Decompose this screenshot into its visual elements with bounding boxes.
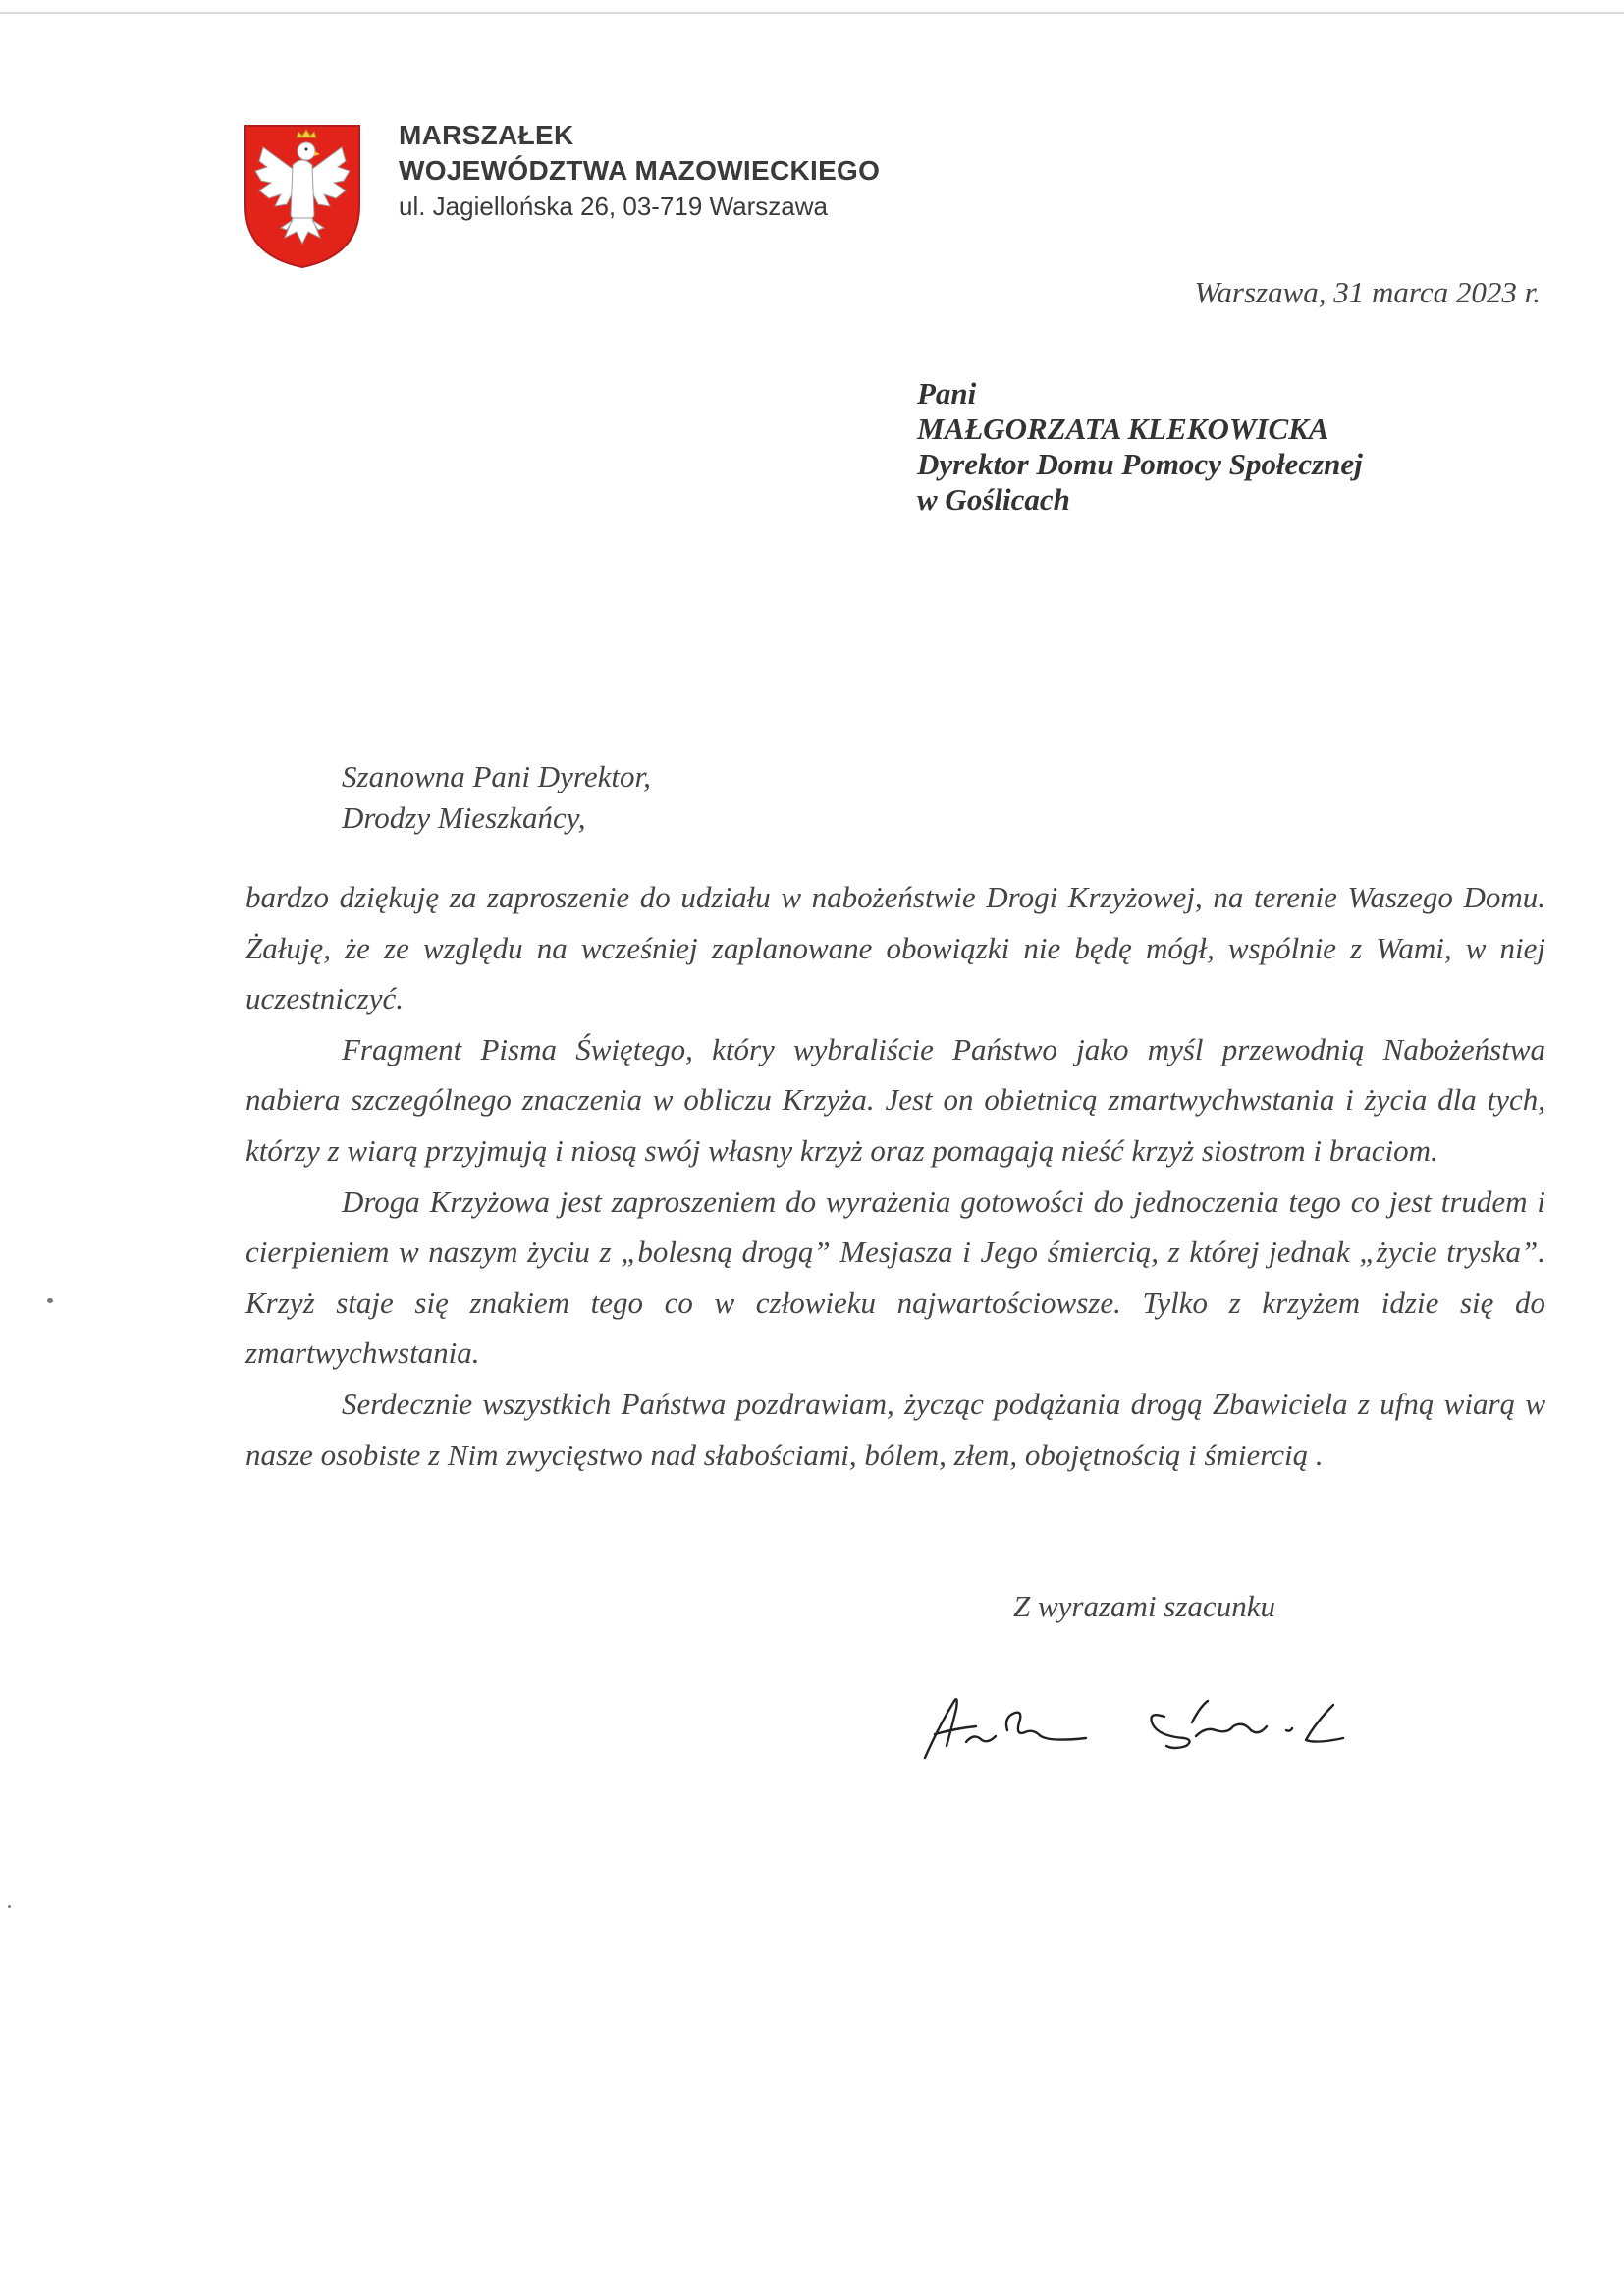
letter-body xyxy=(245,872,1545,1480)
letterhead-address: ul. Jagiellońska 26, 03-719 Warszawa xyxy=(399,191,828,221)
greeting-line2: Drodzy Mieszkańcy, xyxy=(342,800,586,835)
coat-of-arms-icon xyxy=(242,122,363,270)
scan-speck xyxy=(47,1298,53,1303)
body-paragraph-3: Droga Krzyżowa jest zaproszeniem do wyrażenia gotowości do jednoczenia tego co jest trudem i cierpieniem w naszym życiu z „bolesną drogą” Mesjasza i Jego śmiercią, z której jednak „życie tryska”. Krzyż staje się znakiem tego co w człowieku najwartościowsze. Tylko z krzyżem idzie się do zmartwychwstania. xyxy=(245,1183,1545,1371)
scan-edge-line xyxy=(0,12,1624,14)
letterhead-title-line1: MARSZAŁEK xyxy=(399,120,574,150)
addressee-position: Dyrektor Domu Pomocy Społecznej xyxy=(917,447,1363,481)
body-paragraph-4: Serdecznie wszystkich Państwa pozdrawiam, życząc podążania drogą Zbawiciela z ufną wiarą w nasze osobiste z Nim zwycięstwo nad słabościami, bólem, złem, obojętnością i śmiercią . xyxy=(245,1386,1545,1472)
signature-icon xyxy=(921,1687,1373,1766)
body-paragraph-2: Fragment Pisma Świętego, który wybraliście Państwo jako myśl przewodnią Nabożeństwa nabiera szczególnego znaczenia w obliczu Krzyża. Jest on obietnicą zmartwychwstania i życia dla tych, którzy z wiarą przyjmują i niosą swój własny krzyż oraz pomagają nieść krzyż siostrom i braciom. xyxy=(245,1031,1545,1168)
letterhead xyxy=(399,118,880,224)
closing-phrase: Z wyrazami szacunku xyxy=(1013,1589,1275,1623)
greeting xyxy=(342,756,651,839)
letterhead-title-line2: WOJEWÓDZTWA MAZOWIECKIEGO xyxy=(399,155,881,186)
addressee-block xyxy=(917,376,1363,518)
addressee-salutation: Pani xyxy=(917,376,977,410)
greeting-line1: Szanowna Pani Dyrektor, xyxy=(342,759,651,793)
addressee-name: MAŁGORZATA KLEKOWICKA xyxy=(917,411,1329,446)
scan-speck xyxy=(8,1905,11,1908)
letter-date: Warszawa, 31 marca 2023 r. xyxy=(1194,275,1541,309)
body-paragraph-1: bardzo dziękuję za zaproszenie do udziału w nabożeństwie Drogi Krzyżowej, na terenie Waszego Domu. Żałuję, że ze względu na wcześniej zaplanowane obowiązki nie będę mógł, wspólnie z Wami, w niej uczestniczyć. xyxy=(245,880,1545,1016)
addressee-location: w Goślicach xyxy=(917,482,1070,517)
